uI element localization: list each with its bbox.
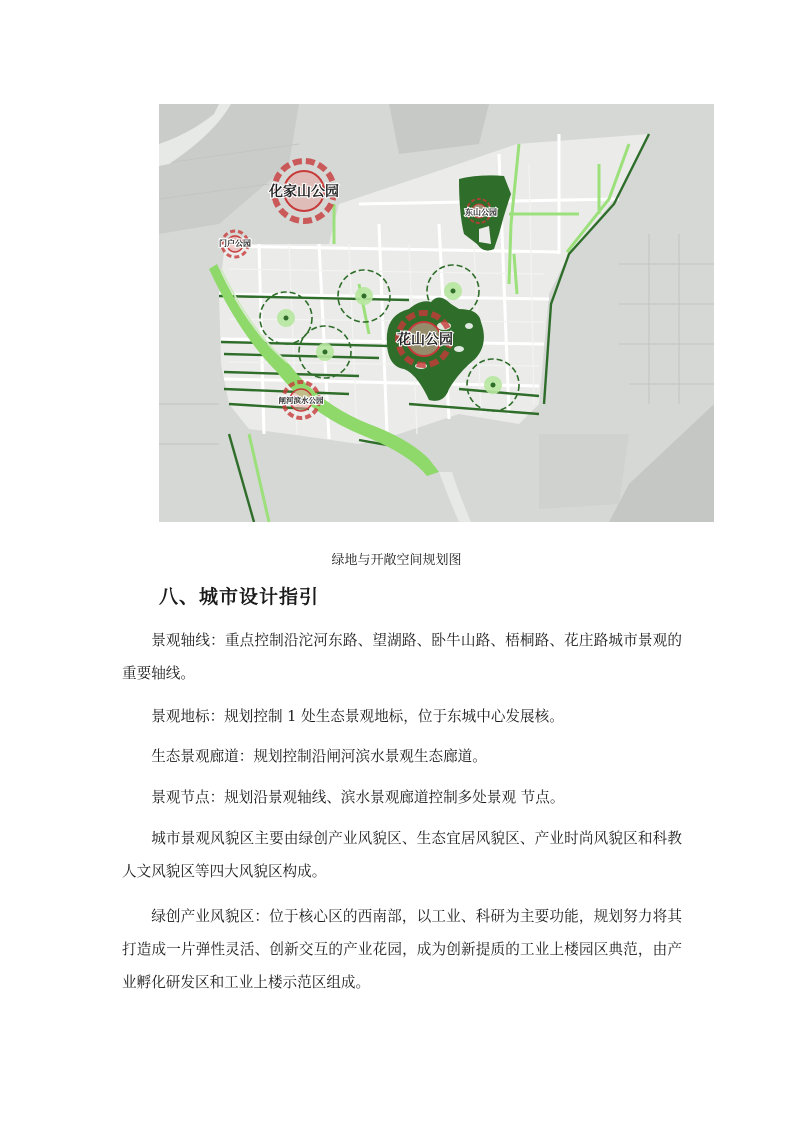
paragraph-landscape-landmark: 景观地标：规划控制 1 处生态景观地标，位于东城中心发展核。 — [151, 708, 564, 725]
label-zhahe-waterfront-park: 闸河滨水公园 — [278, 396, 324, 405]
label-menhu-park: 门户公园 — [219, 239, 251, 248]
green-space-plan-map — [159, 104, 714, 522]
label-huashan-park: 花山公园 — [397, 332, 453, 348]
label-dongshan-park: 东山公园 — [465, 208, 497, 217]
label-huajiashan-park: 化家山公园 — [269, 184, 339, 200]
paragraph-green-industry-district: 绿创产业风貌区：位于核心区的西南部，以工业、科研为主要功能，规划努力将其打造成一片弹性灵活、创新交互的产业花园，成为创新提质的工业上楼园区典范，由产业孵化研发区和工业上楼示范区组成。 — [122, 908, 682, 991]
figure-caption: 绿地与开敞空间规划图 — [331, 553, 462, 568]
paragraph-ecological-corridor: 生态景观廊道：规划控制沿闸河滨水景观生态廊道。 — [151, 748, 487, 765]
paragraph-landscape-districts: 城市景观风貌区主要由绿创产业风貌区、生态宜居风貌区、产业时尚风貌区和科教人文风貌区等四大风貌区构成。 — [122, 830, 682, 880]
paragraph-landscape-nodes: 景观节点：规划沿景观轴线、滨水景观廊道控制多处景观 节点。 — [151, 789, 565, 806]
section-heading: 八、城市设计指引 — [159, 586, 320, 608]
paragraph-landscape-axis: 景观轴线：重点控制沿沱河东路、望湖路、卧牛山路、梧桐路、花庄路城市景观的重要轴线。 — [122, 632, 682, 682]
